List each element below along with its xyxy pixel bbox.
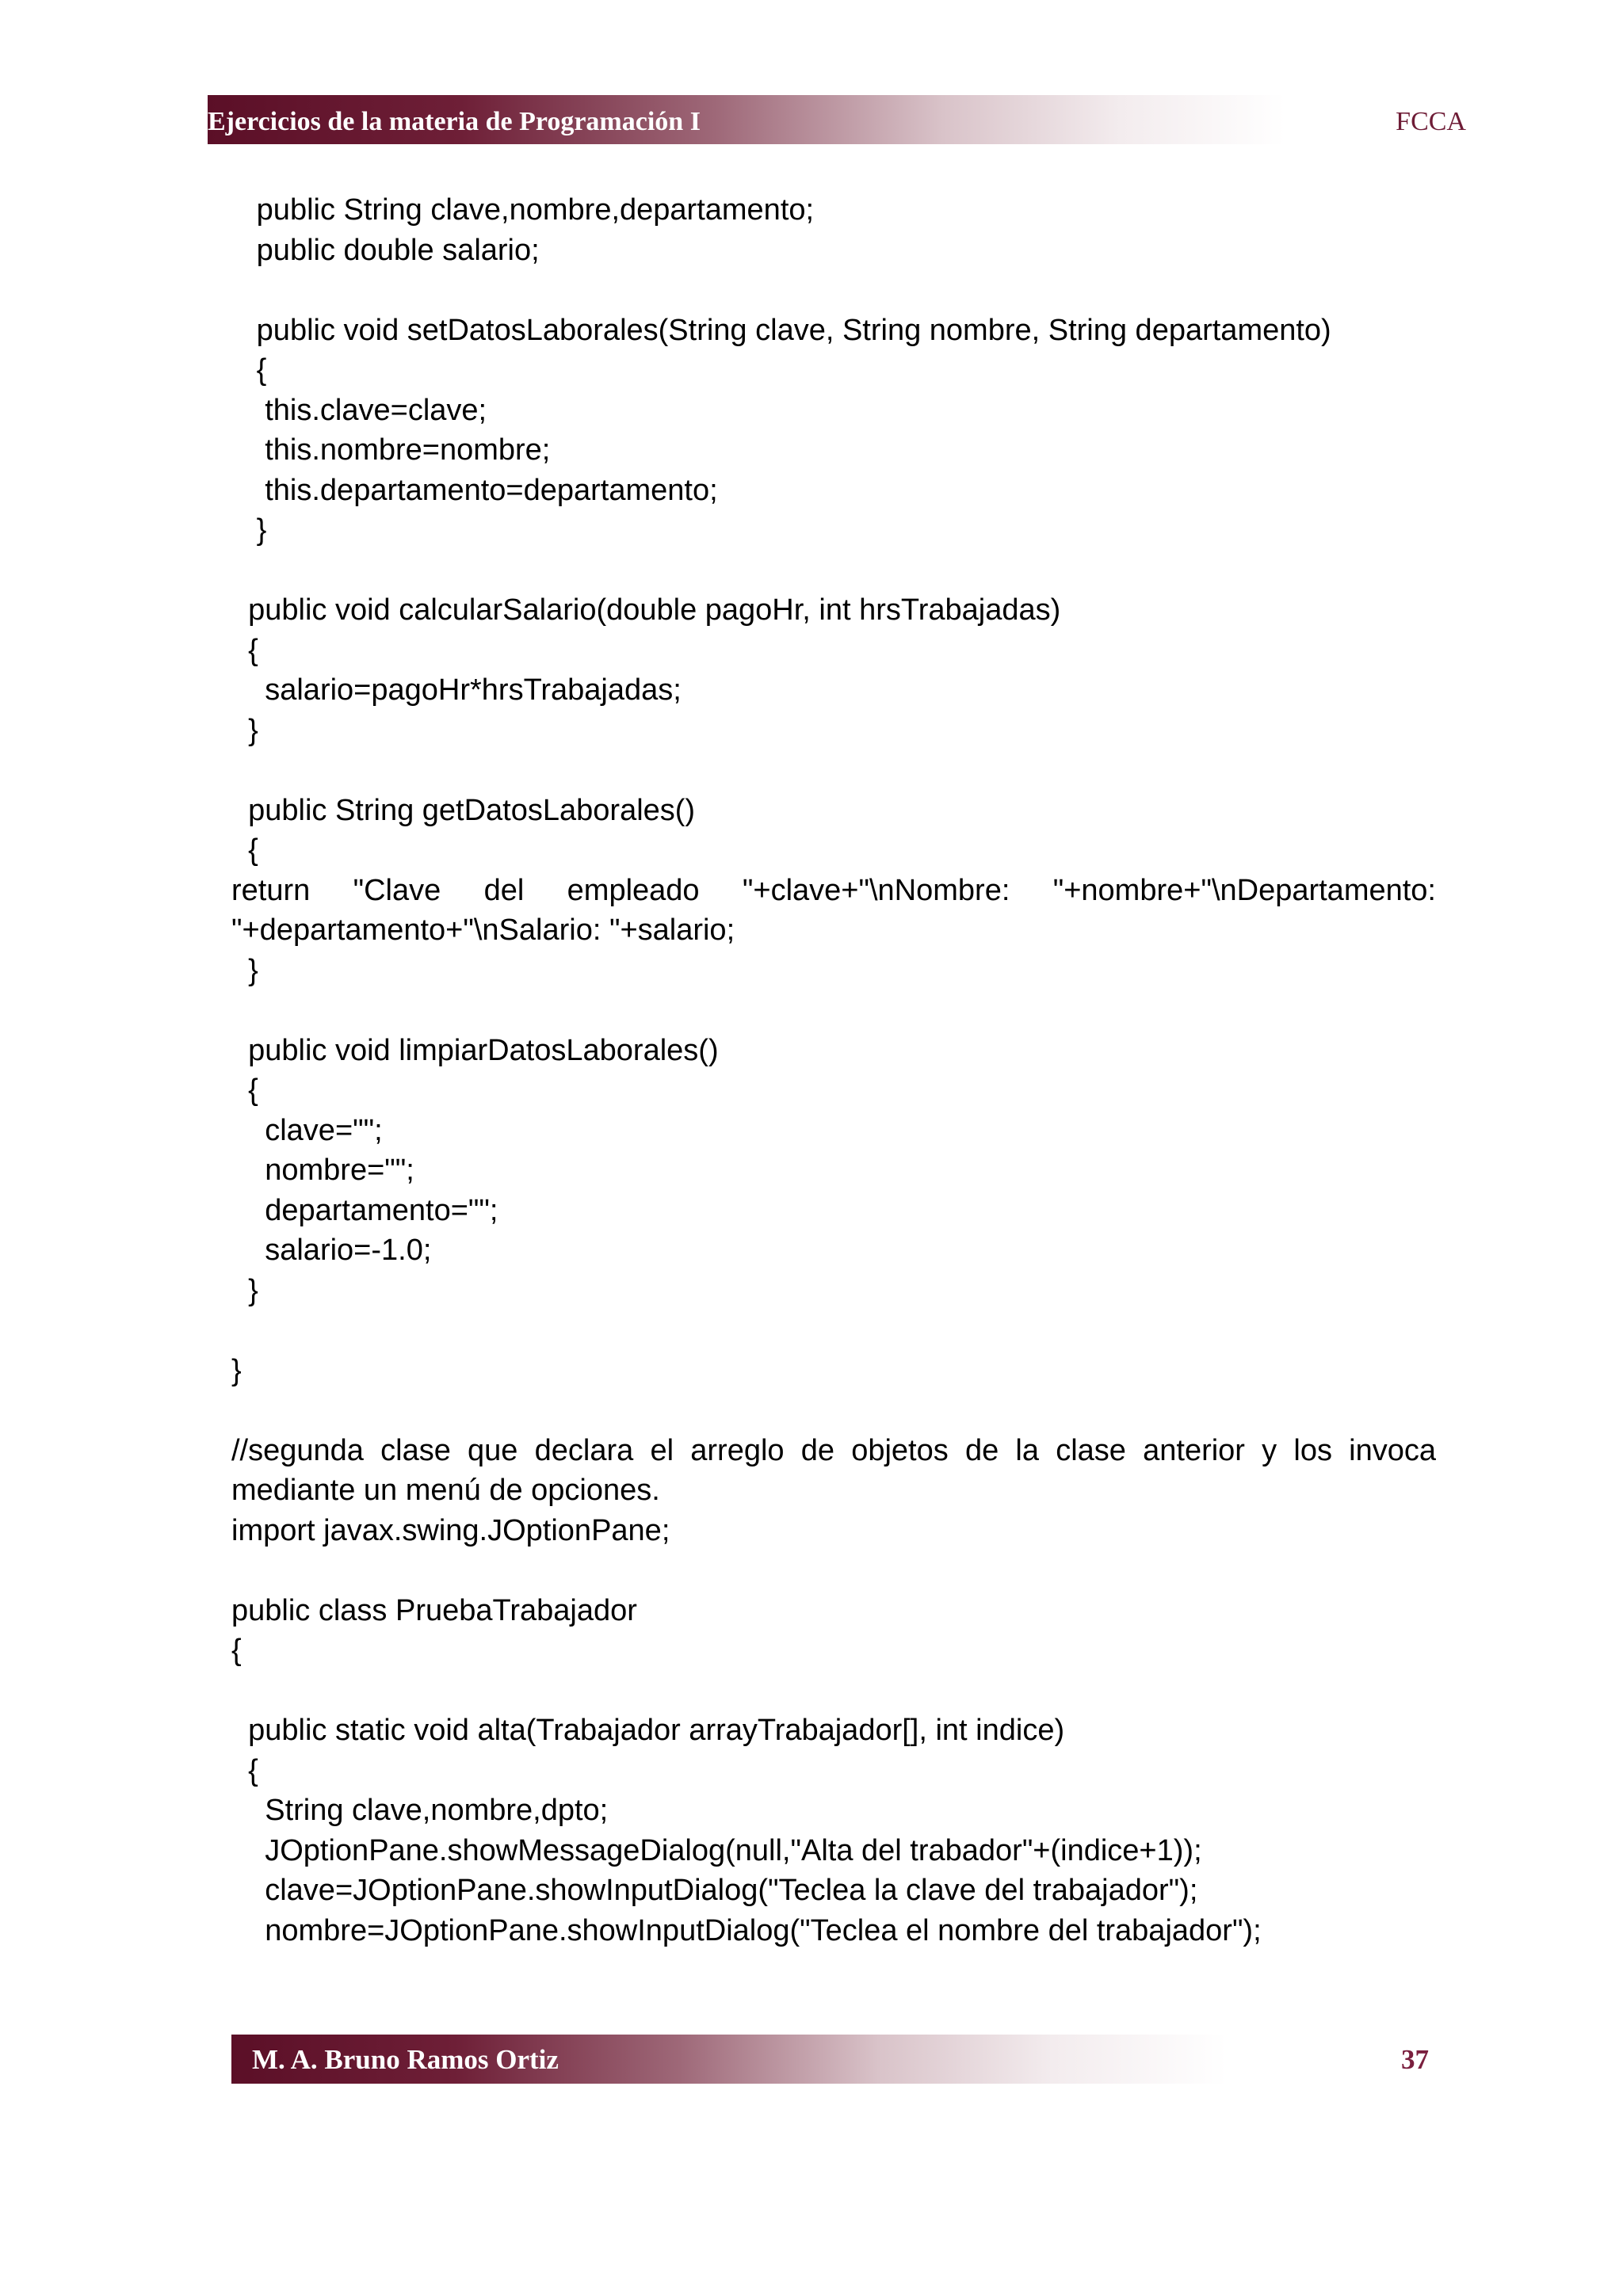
code-line xyxy=(231,551,1436,591)
faculty-label: FCCA xyxy=(1396,107,1466,136)
code-line: clave=""; xyxy=(231,1113,383,1147)
code-line: { xyxy=(231,1753,258,1787)
code-listing xyxy=(231,190,1436,1951)
code-line: departamento=""; xyxy=(231,1193,498,1227)
code-line xyxy=(231,270,1436,311)
code-line: JOptionPane.showMessageDialog(null,"Alta del trabador"+(indice+1)); xyxy=(231,1833,1202,1867)
code-line xyxy=(231,1550,1436,1591)
code-line: nombre=JOptionPane.showInputDialog("Teclea el nombre del trabajador"); xyxy=(231,1913,1262,1947)
code-line: this.nombre=nombre; xyxy=(231,433,551,467)
code-line: } xyxy=(231,513,267,547)
code-line xyxy=(231,1671,1436,1711)
code-line: String clave,nombre,dpto; xyxy=(231,1794,609,1827)
code-line: clave=JOptionPane.showInputDialog("Teclea la clave del trabajador"); xyxy=(231,1874,1198,1907)
code-line: this.departamento=departamento; xyxy=(231,473,718,507)
code-line: } xyxy=(231,1353,242,1387)
code-line: public class PruebaTrabajador xyxy=(231,1593,637,1627)
code-line: nombre=""; xyxy=(231,1154,414,1187)
code-line: salario=pagoHr*hrsTrabajadas; xyxy=(231,673,682,707)
code-line: public String getDatosLaborales() xyxy=(231,793,696,827)
code-line: //segunda clase que declara el arreglo de objetos de la clase anterior y los invoca xyxy=(231,1433,1436,1467)
document-title: Ejercicios de la materia de Programación I xyxy=(208,107,701,136)
code-line: public void setDatosLaborales(String clave, String nombre, String departamento) xyxy=(231,313,1331,347)
code-line: "+departamento+"\nSalario: "+salario; xyxy=(231,913,735,947)
code-line: public String clave,nombre,departamento; xyxy=(231,193,815,227)
code-line: salario=-1.0; xyxy=(231,1234,432,1267)
code-line: { xyxy=(231,833,258,867)
code-line: } xyxy=(231,1273,258,1307)
code-line: { xyxy=(231,1634,242,1667)
code-line: public void calcularSalario(double pagoHr, int hrsTrabajadas) xyxy=(231,593,1061,627)
code-line xyxy=(231,750,1436,791)
code-line: } xyxy=(231,953,258,987)
code-line: public double salario; xyxy=(231,233,540,267)
page-number: 37 xyxy=(1401,2044,1429,2075)
code-line xyxy=(231,1310,1436,1351)
code-line xyxy=(231,1390,1436,1431)
code-line xyxy=(231,990,1436,1031)
code-line: mediante un menú de opciones. xyxy=(231,1474,660,1507)
code-line: public static void alta(Trabajador arrayTrabajador[], int indice) xyxy=(231,1714,1065,1747)
code-line: { xyxy=(231,1074,258,1107)
code-line: return "Clave del empleado "+clave+"\nNombre: "+nombre+"\nDepartamento: xyxy=(231,873,1436,907)
author-name: M. A. Bruno Ramos Ortiz xyxy=(252,2044,559,2075)
code-line: } xyxy=(231,713,258,747)
code-line: import javax.swing.JOptionPane; xyxy=(231,1513,670,1547)
code-line: public void limpiarDatosLaborales() xyxy=(231,1033,719,1067)
code-line: { xyxy=(231,353,267,387)
code-line: { xyxy=(231,633,258,667)
code-line: this.clave=clave; xyxy=(231,393,487,427)
